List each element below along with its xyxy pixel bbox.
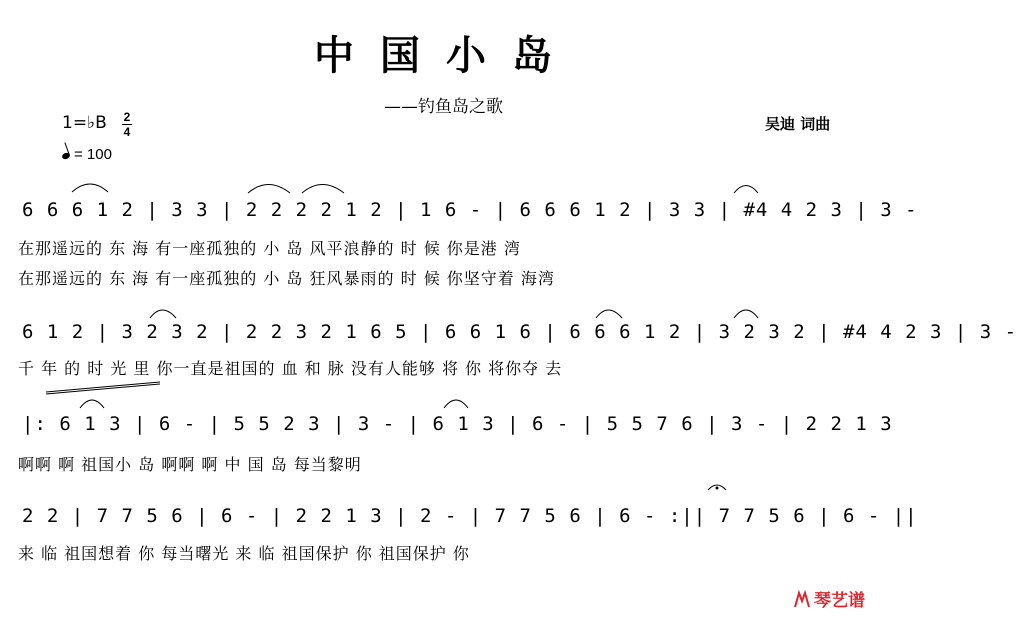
notation-line-3: |: 6 1 3 | 6 - | 5 5 2 3 | 3 - | 6 1 3 | 6 - | 5 5 7 6 | 3 - | 2 2 1 3 bbox=[22, 413, 893, 435]
song-subtitle: ——钓鱼岛之歌 bbox=[384, 97, 503, 117]
song-title: 中国小岛 bbox=[314, 32, 578, 79]
piano-logo-icon bbox=[793, 591, 811, 609]
lyric-line-1a: 在那遥远的 东 海 有一座孤独的 小 岛 风平浪静的 时 候 你是港 湾 bbox=[18, 239, 521, 258]
lyric-line-3: 啊啊 啊 祖国小 岛 啊啊 啊 中 国 岛 每当黎明 bbox=[18, 455, 362, 474]
lyric-line-2: 千 年 的 时 光 里 你一直是祖国的 血 和 脉 没有人能够 将 你 将你夺 去 bbox=[18, 359, 563, 378]
time-signature bbox=[122, 111, 132, 138]
watermark-text: 琴艺谱 bbox=[814, 591, 865, 611]
quarter-note-icon bbox=[61, 152, 71, 160]
lyric-line-1b: 在那遥远的 东 海 有一座孤独的 小 岛 狂风暴雨的 时 候 你坚守着 海湾 bbox=[18, 269, 555, 288]
key-signature: 1=♭B bbox=[62, 113, 107, 133]
watermark-logo bbox=[793, 586, 865, 611]
tempo-value: = 100 bbox=[74, 146, 112, 163]
time-signature-top: 2 bbox=[123, 110, 131, 124]
notation-line-1: 6 6 6 1 2 | 3 3 | 2 2 2 2 1 2 | 1 6 - | 6 6 6 1 2 | 3 3 | #4 4 2 3 | 3 - bbox=[22, 199, 918, 221]
time-signature-bottom: 4 bbox=[123, 125, 131, 139]
notation-line-2: 6 1 2 | 3 2 3 2 | 2 2 3 2 1 6 5 | 6 6 1 6 | 6 6 6 1 2 | 3 2 3 2 | #4 4 2 3 | 3 - bbox=[22, 321, 1017, 343]
author-credit: 吴迪 词曲 bbox=[765, 115, 831, 133]
tempo-marking bbox=[62, 146, 112, 163]
lyric-line-4: 来 临 祖国想着 你 每当曙光 来 临 祖国保护 你 祖国保护 你 bbox=[18, 544, 470, 563]
notation-line-4: 2 2 | 7 7 5 6 | 6 - | 2 2 1 3 | 2 - | 7 7 5 6 | 6 - :|| 7 7 5 6 | 6 - || bbox=[22, 505, 918, 527]
